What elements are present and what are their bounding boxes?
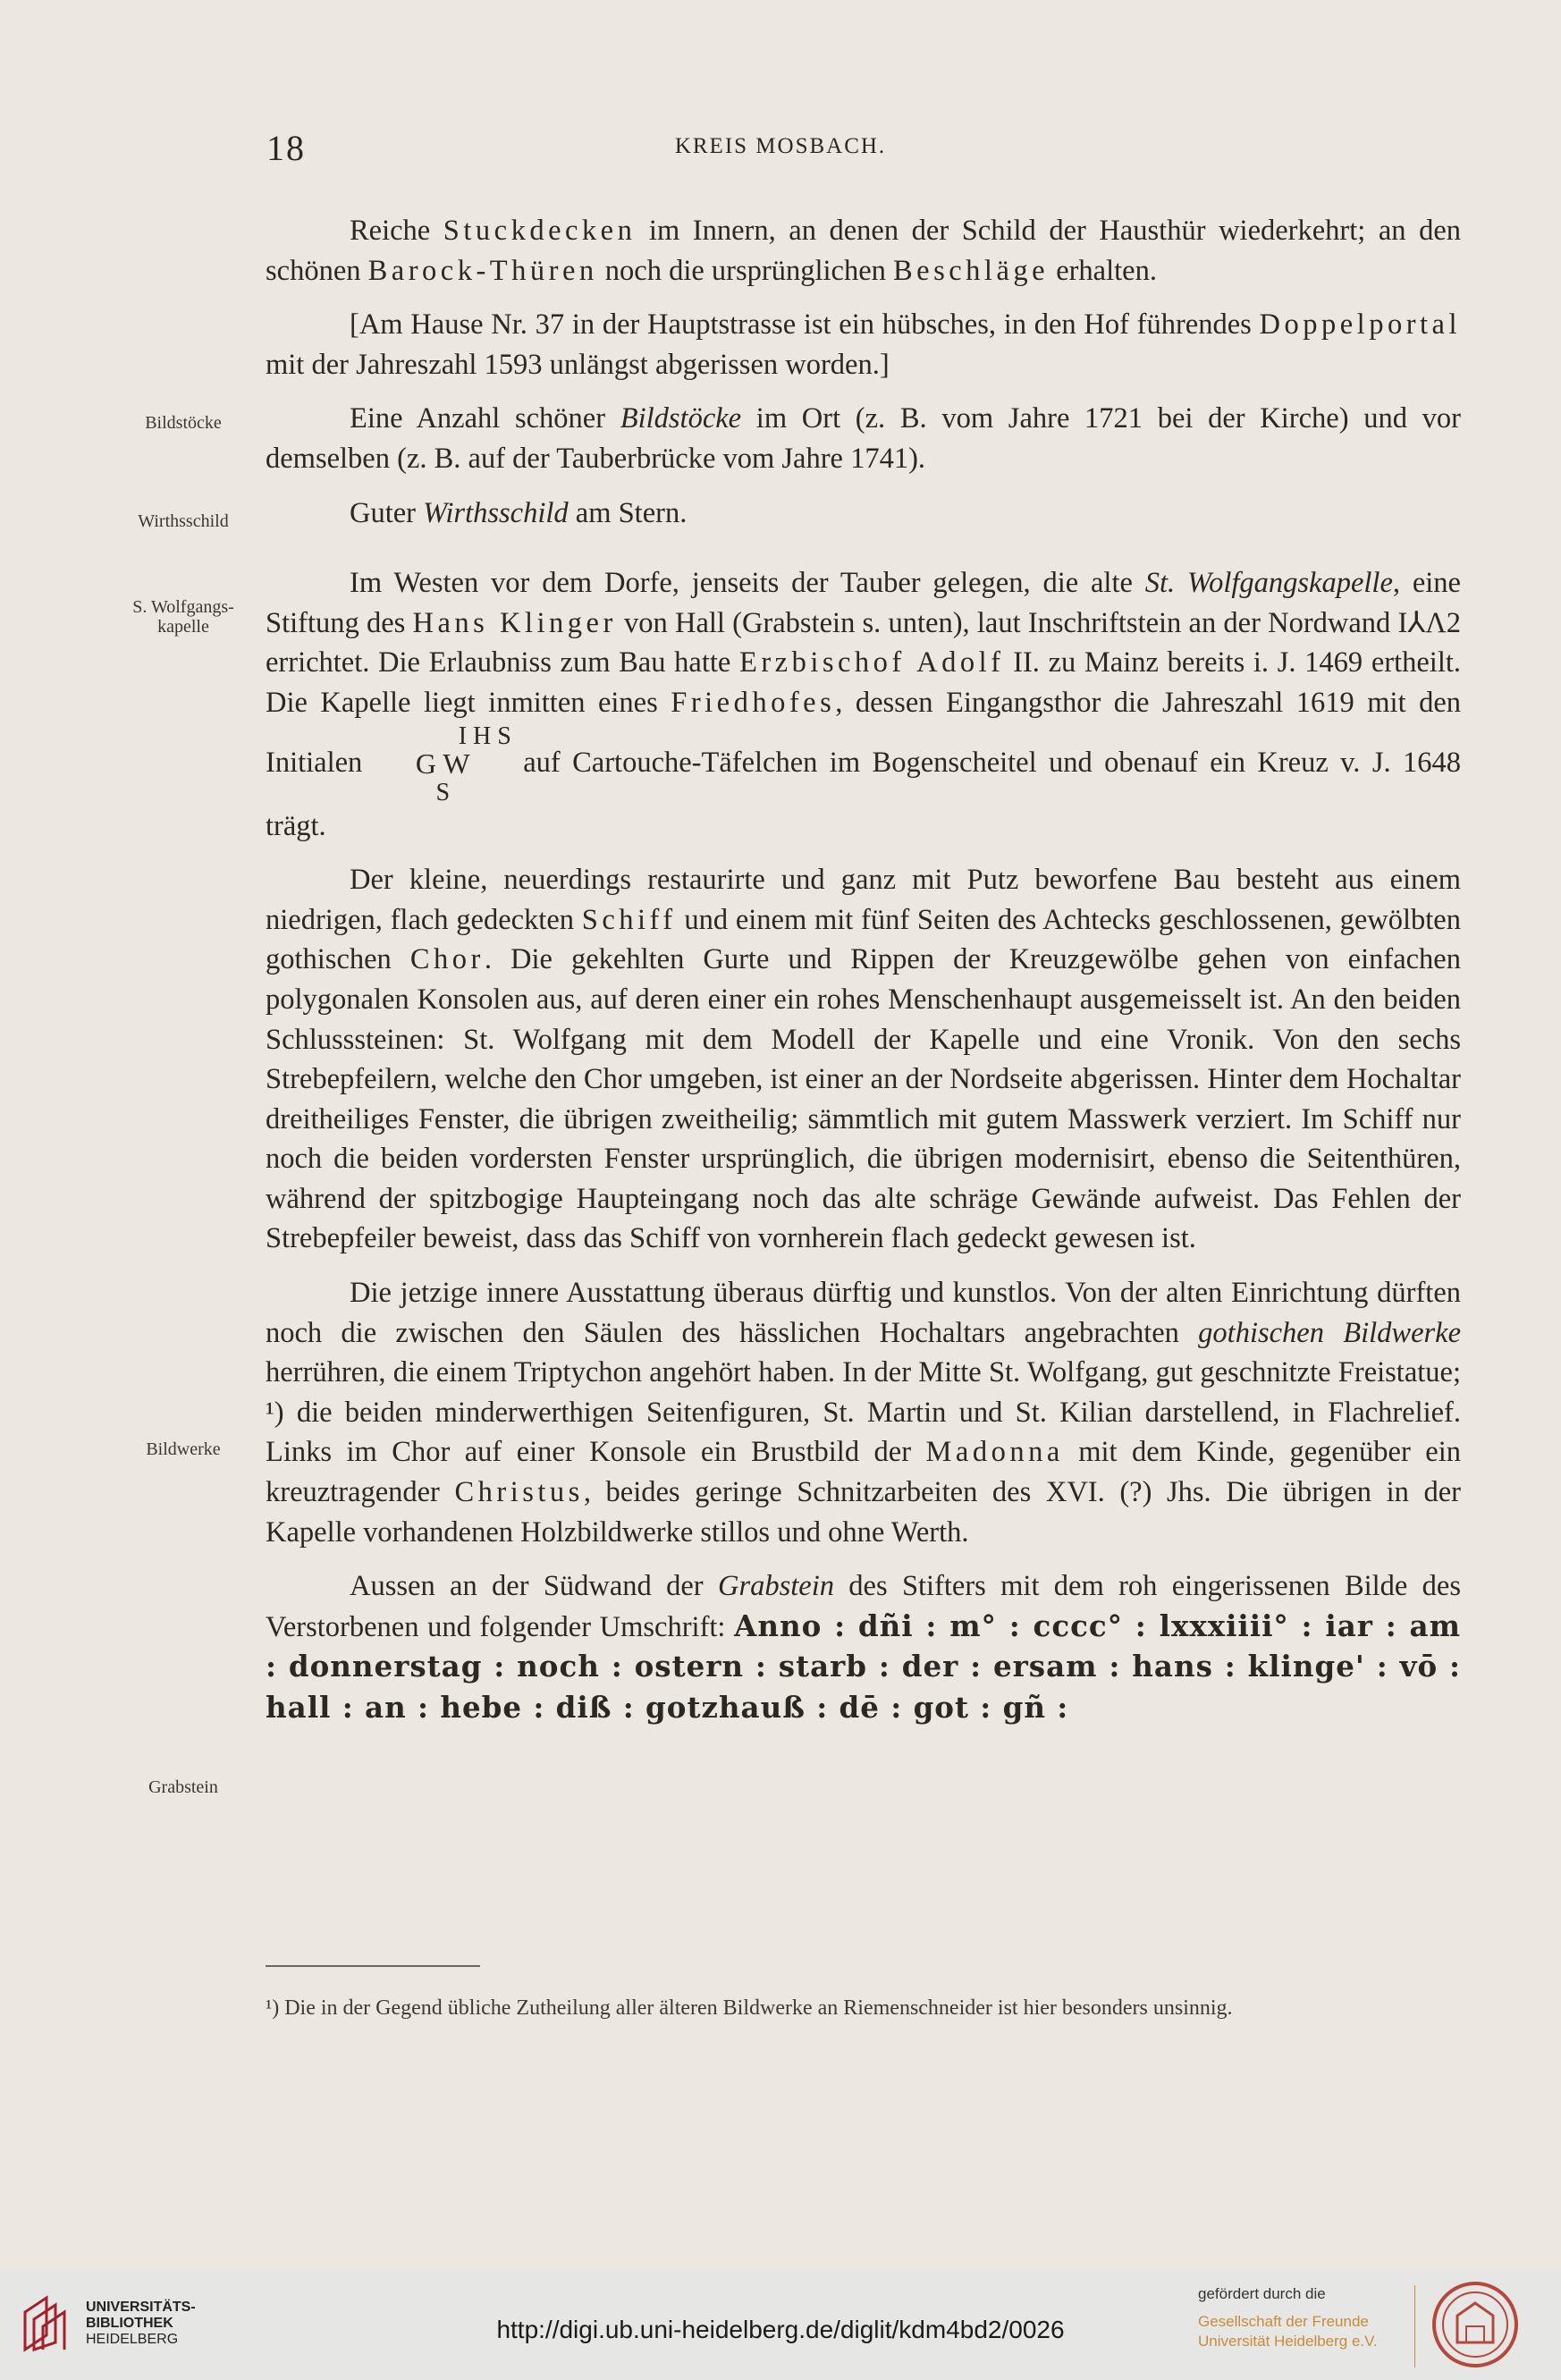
footnote: ¹) Die in der Gegend übliche Zutheilung aller älteren Bildwerke an Riemenschneider ist hier besonders unsinnig. — [266, 1996, 1233, 2020]
paragraph-doppelportal: [Am Hause Nr. 37 in der Hauptstrasse ist ein hübsches, in den Hof führendes Doppelportal mit der Jahreszahl 1593 unlängst abgerissen worden.] — [266, 308, 1461, 381]
grabstein-inscription: Anno : dñi : m° : cccc° : lxxxiiii° : iar : am : donnerstag : noch : ostern : starb : der : ersam : hans : klinge' : vō : hall : an : hebe : diß : gotzhauß : dē : got : gñ : — [266, 1608, 1461, 1725]
sponsor-credit: gefördert durch die Gesellschaft der Freunde Universität Heidelberg e.V. — [1198, 2285, 1378, 2350]
margin-note-kapelle-line1: S. Wolfgangs- — [132, 597, 234, 617]
margin-note-bildwerke: Bildwerke — [146, 1439, 221, 1459]
paragraph-bau: Der kleine, neuerdings restaurirte und ganz mit Putz beworfene Bau besteht aus einem niedrigen, flach gedeckten Schiff und einem mit fünf Seiten des Achtecks geschlossenen, gewölbten gothischen Chor. Die gekehlten Gurte und Rippen der Kreuzgewölbe gehen von einfachen polygonalen Konsolen aus, auf deren einer ein rohes Menschenhaupt ausgemeisselt ist. An den beiden Schlusssteinen: St. Wolfgang mit dem Modell der Kapelle und eine Vronik. Von den sechs Strebepfeilern, welche den Chor umgeben, ist einer an der Nordseite abgerissen. Hinter dem Hochaltar dreitheiliges Fenster, die übrigen zweitheilig; sämmtlich mit gutem Masswerk verziert. Im Schiff nur noch die beiden vordersten Fenster ursprünglich, die übrigen modernisirt, ebenso die Seitenthüren, während der spitzbogige Haupteingang noch das alte schräge Gewände aufweist. Das Fehlen der Strebepfeiler beweist, dass das Schiff von vornherein flach gedeckt gewesen ist. — [266, 864, 1461, 1255]
margin-note-kapelle — [107, 597, 259, 637]
paragraph-grabstein: Aussen an der Südwand der Grabstein des Stifters mit dem roh eingerissenen Bilde des Verstorbenen und folgender Umschrift: Anno : dñi : m° : cccc° : lxxxiiii° : iar : am : donnerstag : noch : ostern : starb : der : ersam : hans : klinge' : vō : hall : an : hebe : diß : gotzhauß : dē : got : gñ : — [266, 1570, 1461, 1725]
page-number: 18 — [266, 128, 306, 168]
university-seal-icon — [1430, 2280, 1520, 2369]
digitization-footer — [0, 2267, 1561, 2380]
library-name: UNIVERSITÄTS- BIBLIOTHEK HEIDELBERG — [86, 2300, 196, 2347]
paragraph-bildstoecke: Eine Anzahl schöner Bildstöcke im Ort (z. B. vom Jahre 1721 bei der Kirche) und vor demselben (z. B. auf der Tauberbrücke vom Jahre 1741). — [266, 402, 1461, 475]
sponsor-divider — [1414, 2285, 1415, 2367]
running-head: KREIS MOSBACH. — [674, 134, 887, 158]
margin-note-bildstoecke: Bildstöcke — [145, 413, 222, 433]
body-text — [266, 211, 1461, 1743]
margin-note-grabstein: Grabstein — [148, 1777, 218, 1797]
permalink-url[interactable]: http://digi.ub.uni-heidelberg.de/diglit/kdm4bd2/0026 — [496, 2316, 1065, 2343]
paragraph-wirthsschild: Guter Wirthsschild am Stern. — [350, 496, 688, 529]
page-header — [0, 127, 1561, 181]
margin-note-wirthsschild: Wirthsschild — [138, 511, 229, 531]
margin-note-kapelle-line2: kapelle — [157, 617, 209, 637]
footnote-rule — [266, 1965, 480, 1967]
paragraph-wolfgangskapelle: Im Westen vor dem Dorfe, jenseits der Tauber gelegen, die alte St. Wolfgangskapelle, eine Stiftung des Hans Klinger von Hall (Grabstein s. unten), laut Inschriftstein an der Nordwand I⅄Λ2 errichtet. Die Erlaubniss zum Bau hatte Erzbischof Adolf II. zu Mainz bereits i. J. 1469 ertheilt. Die Kapelle liegt inmitten eines Friedhofes, dessen Eingangsthor die Jahreszahl 1619 mit den Initialen I H S G W S auf Cartouche-Täfelchen im Bogenscheitel und obenauf ein Kreuz v. J. 1648 trägt. — [266, 567, 1462, 842]
paragraph-ausstattung: Die jetzige innere Ausstattung überaus dürftig und kunstlos. Von der alten Einrichtung dürften noch die zwischen den Säulen des hässlichen Hochaltars angebrachten gothischen Bildwerke herrühren, die einem Triptychon angehört haben. In der Mitte St. Wolfgang, gut geschnitzte Freistatue; ¹) die beiden minderwerthigen Seitenfiguren, St. Martin und St. Kilian darstellend, in Flachrelief. Links im Chor auf einer Konsole ein Brustbild der Madonna mit dem Kinde, gegenüber ein kreuztragender Christus, beides geringe Schnitzarbeiten des XVI. (?) Jhs. Die übrigen in der Kapelle vorhandenen Holzbildwerke stillos und ohne Werth. — [266, 1277, 1461, 1549]
initials-ihs: I H S G W S — [415, 722, 511, 806]
paragraph-stuckdecken: Reiche Stuckdecken im Innern, an denen der Schild der Hausthür wiederkehrt; an den schönen Barock-Thüren noch die ursprünglichen Beschläge erhalten. — [266, 215, 1462, 287]
